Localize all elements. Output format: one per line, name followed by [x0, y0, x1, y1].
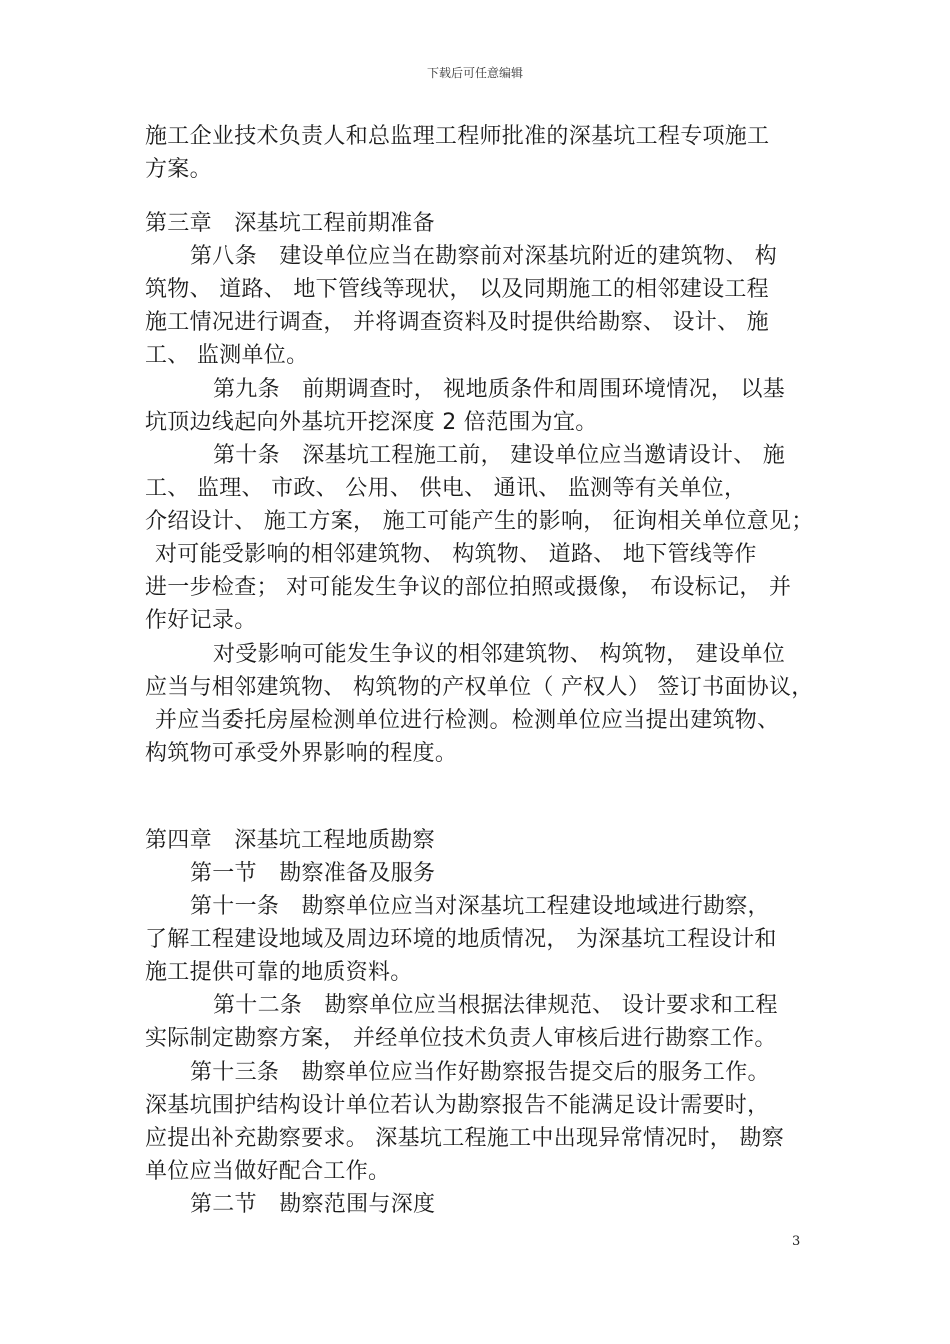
page-header: 下载后可任意编辑 — [426, 66, 523, 80]
text-line: 施工情况进行调查， 并将调查资料及时提供给勘察、 设计、 施 — [145, 310, 769, 335]
text-line: 筑物、 道路、 地下管线等现状， 以及同期施工的相邻建设工程 — [145, 277, 769, 302]
text-line: 构筑物可承受外界影响的程度。 — [145, 741, 458, 766]
text-line: 工、 监理、 市政、 公用、 供电、 通讯、 监测等有关单位， — [145, 476, 747, 501]
text-line: 施工企业技术负责人和总监理工程师批准的深基坑工程专项施工 — [145, 124, 770, 149]
text-line: 对可能受影响的相邻建筑物、 构筑物、 道路、 地下管线等作 — [155, 542, 757, 567]
text-line: 坑顶边线起向外基坑开挖深度 2 倍范围为宜。 — [145, 410, 598, 435]
text-line: 单位应当做好配合工作。 — [145, 1159, 391, 1184]
text-line: 第十二条 勘察单位应当根据法律规范、 设计要求和工程 — [213, 993, 778, 1018]
text-line: 第九条 前期调查时， 视地质条件和周围环境情况， 以基 — [213, 377, 786, 402]
text-line: 介绍设计、 施工方案， 施工可能产生的影响， 征询相关单位意见； — [145, 509, 814, 534]
section-heading: 第二节 勘察范围与深度 — [190, 1192, 436, 1217]
text-line: 对受影响可能发生争议的相邻建筑物、 构筑物， 建设单位 — [213, 642, 786, 667]
chapter-heading: 第三章 深基坑工程前期准备 — [145, 211, 435, 236]
chapter-heading: 第四章 深基坑工程地质勘察 — [145, 828, 435, 853]
text-line: 方案。 — [145, 157, 212, 182]
section-heading: 第一节 勘察准备及服务 — [190, 861, 436, 886]
text-line: 施工提供可靠的地质资料。 — [145, 960, 413, 985]
text-line: 进一步检查； 对可能发生争议的部位拍照或摄像， 布设标记， 并 — [145, 575, 792, 600]
text-line: 第十三条 勘察单位应当作好勘察报告提交后的服务工作。 — [190, 1060, 770, 1085]
text-line: 作好记录。 — [145, 608, 257, 633]
text-line: 了解工程建设地域及周边环境的地质情况， 为深基坑工程设计和 — [145, 927, 777, 952]
text-line: 应提出补充勘察要求。 深基坑工程施工中出现异常情况时， 勘察 — [145, 1126, 784, 1151]
page-number: 3 — [792, 1234, 801, 1249]
text-line: 应当与相邻建筑物、 构筑物的产权单位（ 产权人） 签订书面协议， — [145, 675, 814, 700]
text-line: 工、 监测单位。 — [145, 343, 309, 368]
text-line: 并应当委托房屋检测单位进行检测。检测单位应当提出建筑物、 — [155, 708, 780, 733]
text-line: 第十一条 勘察单位应当对深基坑工程建设地域进行勘察， — [190, 894, 770, 919]
text-line: 第十条 深基坑工程施工前， 建设单位应当邀请设计、 施 — [213, 443, 786, 468]
text-line: 深基坑围护结构设计单位若认为勘察报告不能满足设计需要时， — [145, 1093, 770, 1118]
text-line: 第八条 建设单位应当在勘察前对深基坑附近的建筑物、 构 — [190, 244, 778, 269]
text-line: 实际制定勘察方案， 并经单位技术负责人审核后进行勘察工作。 — [145, 1026, 777, 1051]
